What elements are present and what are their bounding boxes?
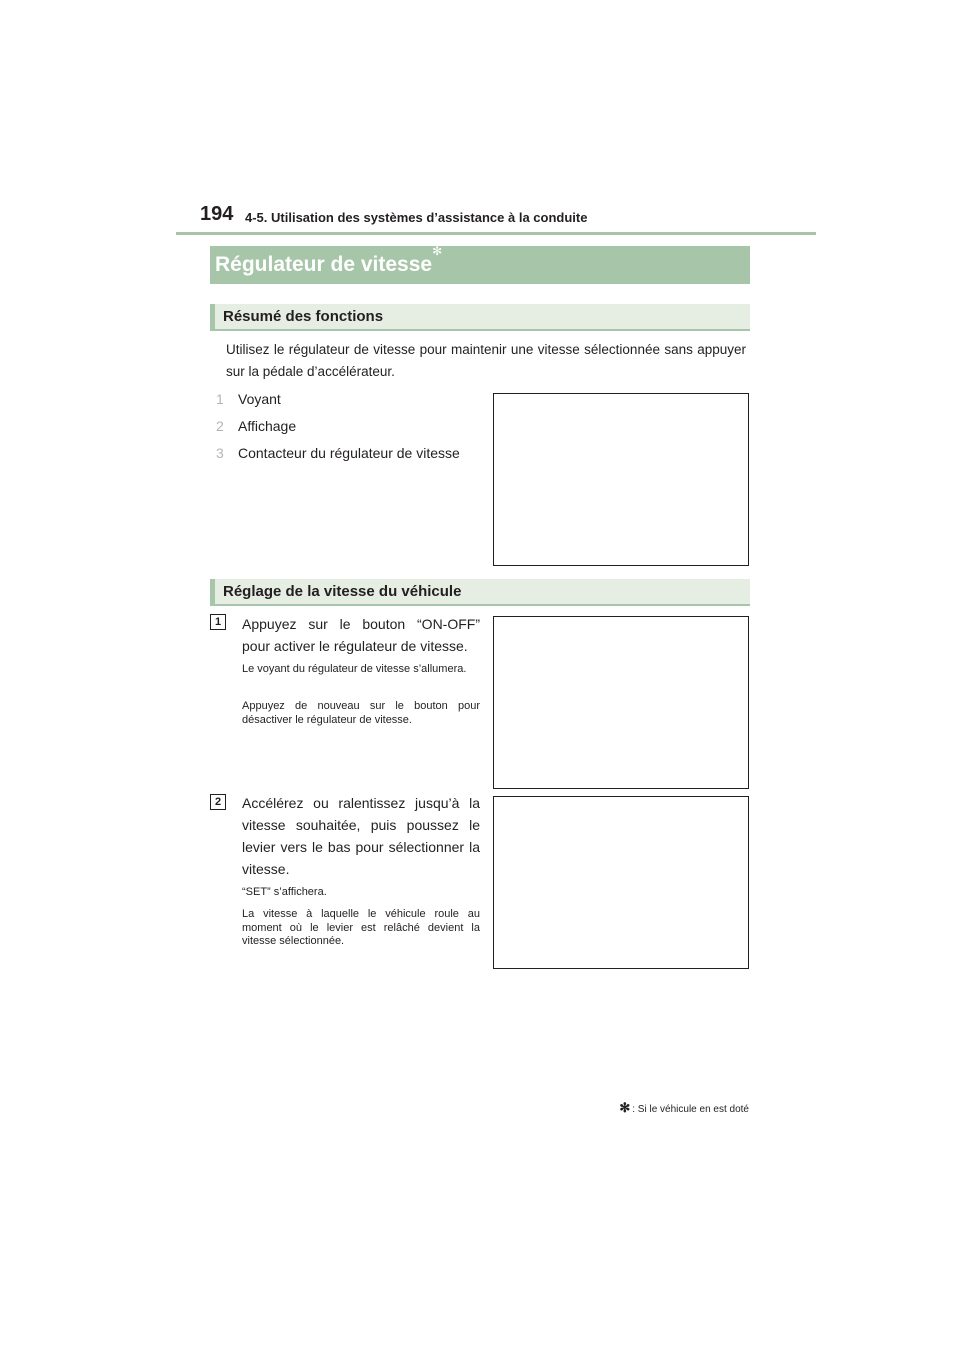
header-rule — [176, 232, 816, 235]
asterisk-icon: ✻ — [619, 1100, 631, 1115]
step-2-text: Accélérez ou ralentissez jusqu’à la vitesse souhaitée, puis poussez le levier vers le bas pour sélectionner la vitesse. — [242, 795, 480, 877]
step-1-note-1: Le voyant du régulateur de vitesse s’allumera. — [242, 663, 467, 675]
step-1-text: Appuyez sur le bouton “ON-OFF” pour activer le régulateur de vitesse. — [242, 616, 480, 654]
figure-step-1 — [493, 616, 749, 789]
section-banner — [210, 246, 750, 284]
footnote-text: : Si le véhicule en est doté — [632, 1104, 749, 1115]
step-2-note-2: La vitesse à laquelle le véhicule roule au moment où le levier est relâché devient la vitesse sélectionnée. — [242, 908, 480, 947]
legend-label: Affichage — [238, 418, 297, 434]
legend-number: 1 — [216, 391, 224, 407]
step-number-1: 1 — [210, 614, 226, 630]
subheading-setting: Réglage de la vitesse du véhicule — [210, 579, 750, 606]
step-1-note-2: Appuyez de nouveau sur le bouton pour désactiver le régulateur de vitesse. — [242, 700, 480, 726]
figure-step-2 — [493, 796, 749, 969]
legend-item-contacteur — [216, 443, 460, 463]
step-number-2: 2 — [210, 794, 226, 810]
page-title: Régulateur de vitesse — [215, 253, 433, 276]
asterisk-icon: ✻ — [432, 244, 443, 258]
legend-item-affichage — [216, 416, 296, 436]
step-2-note-1: “SET” s’affichera. — [242, 886, 327, 898]
subheading-summary: Résumé des fonctions — [210, 304, 750, 331]
page-number: 194 — [200, 203, 234, 225]
legend-label: Contacteur du régulateur de vitesse — [238, 445, 460, 461]
legend-item-voyant — [216, 389, 281, 409]
legend-number: 3 — [216, 445, 224, 461]
legend-label: Voyant — [238, 391, 281, 407]
footnote — [619, 1100, 749, 1116]
intro-paragraph: Utilisez le régulateur de vitesse pour maintenir une vitesse sélectionnée sans appuyer sur la pédale d’accélérateur. — [226, 342, 746, 379]
figure-summary — [493, 393, 749, 566]
running-header: 4-5. Utilisation des systèmes d’assistance à la conduite — [245, 210, 588, 225]
legend-number: 2 — [216, 418, 224, 434]
